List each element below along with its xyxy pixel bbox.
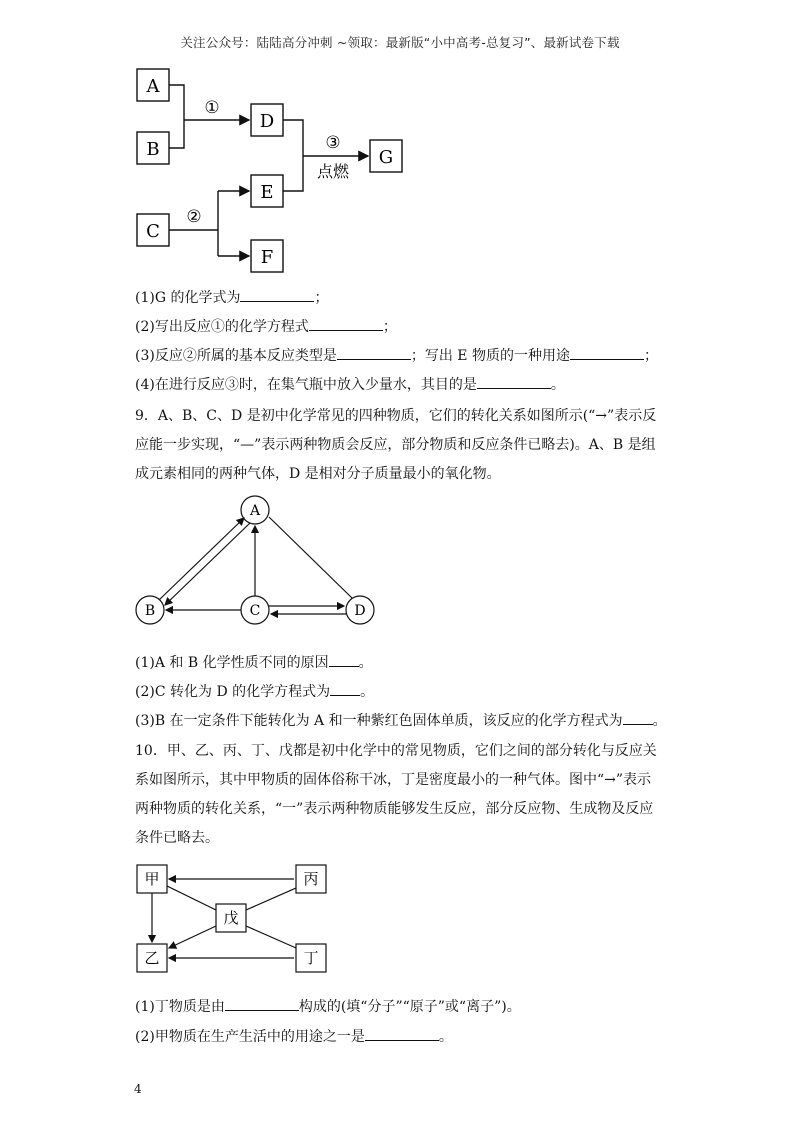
answer-blank[interactable] [309,316,383,331]
reaction-1-label: ① [204,98,220,118]
node-bing-label: 丙 [303,870,319,888]
q8-sub2: (2)写出反应①的化学方程式 ； [135,316,397,338]
q8-sub1: (1)G 的化学式为 ； [135,287,328,309]
answer-blank[interactable] [225,996,299,1011]
page-number: 4 [134,1082,142,1096]
q9-sub3: (3)B 在一定条件下能转化为 A 和一种紫红色固体单质，该反应的化学方程式为 。 [135,710,667,732]
page-header: 关注公众号：陆陆高分冲刺 ~领取：最新版“小中高考-总复习”、最新试卷下载 [180,35,620,50]
reaction-2-label: ② [186,207,202,227]
answer-blank[interactable] [365,1026,439,1041]
node-ding-label: 丁 [303,949,319,967]
node-F-label: F [260,247,274,268]
q8-sub4: (4)在进行反应③时，在集气瓶中放入少量水，其目的是 。 [135,374,565,396]
answer-blank[interactable] [329,652,359,667]
q10-sub2: (2)甲物质在生产生活中的用途之一是 。 [135,1026,453,1048]
node-yi-label: 乙 [144,949,160,967]
q10-stem: 10．甲、乙、丙、丁、戊都是初中化学中的常见物质，它们之间的部分转化与反应关系如图所示，其中甲物质的固体俗称干冰，丁是密度最小的一种气体。图中“→”表示两种物质的转化关系，“一”表示两种物质能够发生反应，部分反应物、生成物及反应条件已略去。 [135,743,657,846]
node-wu-label: 戊 [223,909,239,927]
circle-D-label: D [354,603,366,619]
q9-sub1: (1)A 和 B 化学性质不同的原因 。 [135,652,373,674]
circle-C-label: C [249,603,261,619]
node-C-label: C [146,221,160,242]
node-D-label: D [259,111,275,132]
node-B-label: B [146,139,160,160]
answer-blank[interactable] [330,681,360,696]
node-A-label: A [146,76,160,97]
circle-A-label: A [249,503,261,519]
answer-blank[interactable] [240,287,314,302]
answer-blank[interactable] [477,374,551,389]
node-G-label: G [378,147,394,168]
q9-stem: 9．A、B、C、D 是初中化学常见的四种物质，它们的转化关系如图所示(“→”表示反应能一步实现，“—”表示两种物质会反应，部分物质和反应条件已略去)。A、B 是组成元素相同的两种气体，D 是相对分子质量最小的氧化物。 [135,408,657,482]
node-jia-label: 甲 [144,870,160,888]
q8-sub3: (3)反应②所属的基本反应类型是 ；写出 E 物质的一种用途 ； [135,345,658,367]
answer-blank[interactable] [623,710,653,725]
node-E-label: E [260,182,274,203]
q10-sub1: (1)丁物质是由 构成的(填“分子”“原子”或“离子”)。 [135,996,521,1018]
answer-blank[interactable] [337,345,411,360]
answer-blank[interactable] [570,345,644,360]
circle-B-label: B [144,603,156,619]
reaction-3-label: ③ [325,133,341,153]
q9-sub2: (2)C 转化为 D 的化学方程式为 。 [135,681,374,703]
condition-label: 点燃 [316,162,350,181]
